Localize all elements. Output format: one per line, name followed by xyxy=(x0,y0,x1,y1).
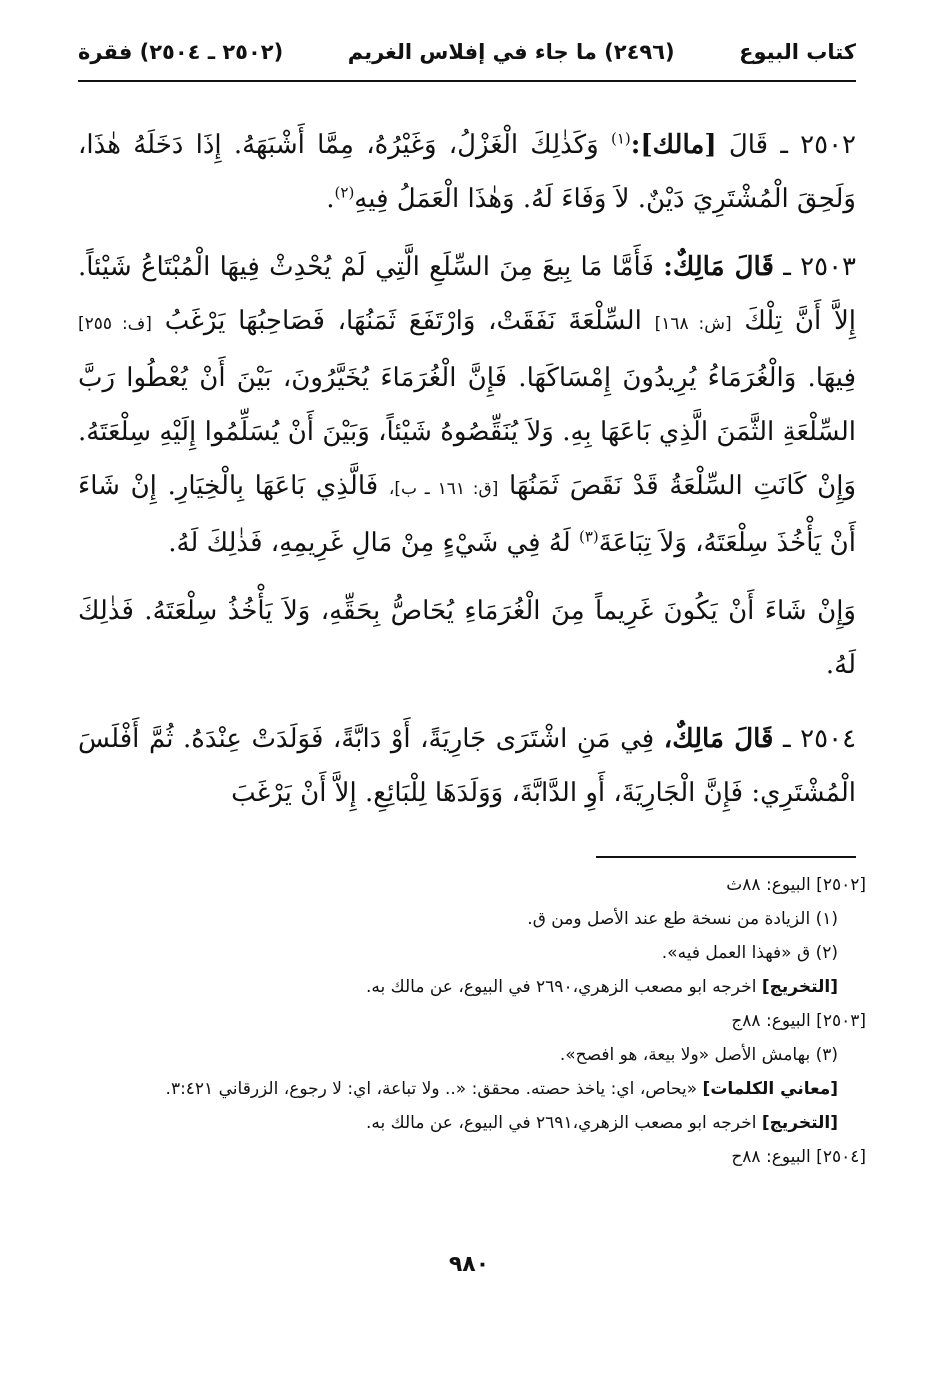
paragraph-body: السِّلْعَةَ نَفَقَتْ، وَارْتَفَعَ ثَمَنُهَا، فَصَاحِبُهَا يَرْغَبُ xyxy=(164,306,642,336)
paragraph-2502 xyxy=(78,118,856,226)
footnotes xyxy=(78,868,866,1174)
header-book-title: كتاب البيوع xyxy=(739,40,856,64)
paragraph-body: فِيهَا. وَالْغُرَمَاءُ يُرِيدُونَ إِمْسَاكَهَا. فَإِنَّ الْغُرَمَاءَ يُخَيَّرُونَ، بَيْنَ أَنْ يُعْطُوا رَبَّ السِّلْعَةِ الثَّمَنَ الَّذِي بَاعَهَا بِهِ. وَلاَ يُنَقِّصُوهُ شَيْئاً، وَبَيْنَ أَنْ يُسَلِّمُوا إِلَيْهِ سِلْعَتَهُ. وَإِنْ كَانَتِ السِّلْعَةُ قَدْ نَقَصَ ثَمَنُهَا xyxy=(78,363,857,501)
takhrij-text: اخرجه ابو مصعب الزهري،٢٦٩٠ في البيوع، عن مالك به. xyxy=(366,977,757,997)
paragraph-2503 xyxy=(78,240,856,570)
paragraph-body: فِي مَنِ اشْتَرَى جَارِيَةً، أَوْ دَابَّةً، فَوَلَدَتْ عِنْدَهُ. ثُمَّ أَفْلَسَ الْمُشْتَرِي: فَإِنَّ الْجَارِيَةَ، أَوِ الدَّابَّةَ، وَوَلَدَهَا لِلْبَائِعِ. إِلاَّ أَنْ يَرْغَبَ xyxy=(78,724,856,808)
footnote-3: (٣) بهامش الأصل «ولا بيعة، هو افصح». xyxy=(559,1045,838,1065)
source-reference-2504: [٢٥٠٤] البيوع: ٨٨ح xyxy=(731,1147,866,1167)
speaker-text: قَالَ xyxy=(728,130,769,160)
word-meanings-note xyxy=(78,1072,866,1106)
footnote-1: (١) الزيادة من نسخة طع عند الأصل ومن ق. xyxy=(527,909,838,929)
speaker-name: [مالك]: xyxy=(630,130,717,160)
footnote-marker: (٣) xyxy=(579,527,599,546)
manuscript-ref: [ق: ١٦١ ـ ب]، xyxy=(388,479,499,499)
running-header xyxy=(78,32,856,72)
header-paragraph-range: (٢٥٠٢ ـ ٢٥٠٤) فقرة xyxy=(78,40,284,64)
takhrij-note-1 xyxy=(78,970,866,1004)
footnote-2: (٢) ق «فهذا العمل فيه». xyxy=(661,943,838,963)
paragraph-body: لَهُ فِي شَيْءٍ مِنْ مَالِ غَرِيمِهِ، فَذٰلِكَ لَهُ. xyxy=(168,528,571,558)
paragraph-body: فَأَمَّا مَا بِيعَ مِنَ السِّلَعِ الَّتِي لَمْ يُحْدِثْ فِيهَا الْمُبْتَاعُ شَيْئاً. إِلاَّ أَنَّ تِلْكَ xyxy=(78,252,857,336)
paragraph-2504 xyxy=(78,712,856,820)
speaker-name: قَالَ مَالِكٌ، xyxy=(663,724,774,754)
takhrij-label: [التخريج] xyxy=(761,1113,838,1133)
page-number: ٩٨٠ xyxy=(448,1252,490,1277)
manuscript-ref: [ف: ٢٥٥] xyxy=(78,314,152,334)
footnote-marker: (٢) xyxy=(334,183,355,202)
main-text xyxy=(78,118,856,834)
manuscript-ref: [ش: ١٦٨] xyxy=(654,314,732,334)
paragraph-number: ٢٥٠٢ ـ xyxy=(780,130,857,160)
header-chapter-title: (٢٤٩٦) ما جاء في إفلاس الغريم xyxy=(347,40,675,64)
takhrij-text: اخرجه ابو مصعب الزهري،٢٦٩١ في البيوع، عن مالك به. xyxy=(366,1113,757,1133)
punctuation: . xyxy=(326,184,335,214)
paragraph-number: ٢٥٠٤ ـ xyxy=(783,724,857,754)
footnote-divider xyxy=(596,856,856,858)
source-reference-2502: [٢٥٠٢] البيوع: ٨٨ث xyxy=(726,875,866,895)
speaker-name: قَالَ مَالِكٌ: xyxy=(663,252,774,282)
source-reference-2503: [٢٥٠٣] البيوع: ٨٨ج xyxy=(731,1011,866,1031)
word-meanings-text: «يحاص، اي: ياخذ حصته. محقق: «.. ولا تباعة، اي: لا رجوع، الزرقاني ٣:٤٢١. xyxy=(165,1079,698,1099)
paragraph-body: وَكَذٰلِكَ الْغَزْلُ، وَغَيْرُهُ، مِمَّا أَشْبَهَهُ. إِذَا دَخَلَهُ هٰذَا، وَلَحِقَ الْمُشْتَرِيَ دَيْنٌ. لاَ وَفَاءَ لَهُ. وَهٰذَا الْعَمَلُ فِيهِ xyxy=(78,130,856,214)
paragraph-2503-continued: وَإِنْ شَاءَ أَنْ يَكُونَ غَرِيماً مِنَ الْغُرَمَاءِ يُحَاصُّ بِحَقِّهِ، وَلاَ يَأْخُذُ سِلْعَتَهُ. فَذٰلِكَ لَهُ. xyxy=(78,596,856,680)
paragraph-body: فَالَّذِي بَاعَهَا بِالْخِيَارِ. إِنْ شَاءَ أَنْ يَأْخُذَ سِلْعَتَهُ، وَلاَ تِبَاعَةَ xyxy=(78,471,856,558)
takhrij-label: [التخريج] xyxy=(761,977,838,997)
takhrij-note-2 xyxy=(78,1106,866,1140)
header-divider xyxy=(78,80,856,82)
paragraph-number: ٢٥٠٣ ـ xyxy=(783,252,857,282)
word-meanings-label: [معاني الكلمات] xyxy=(702,1079,838,1099)
footnote-marker: (١) xyxy=(610,129,631,148)
